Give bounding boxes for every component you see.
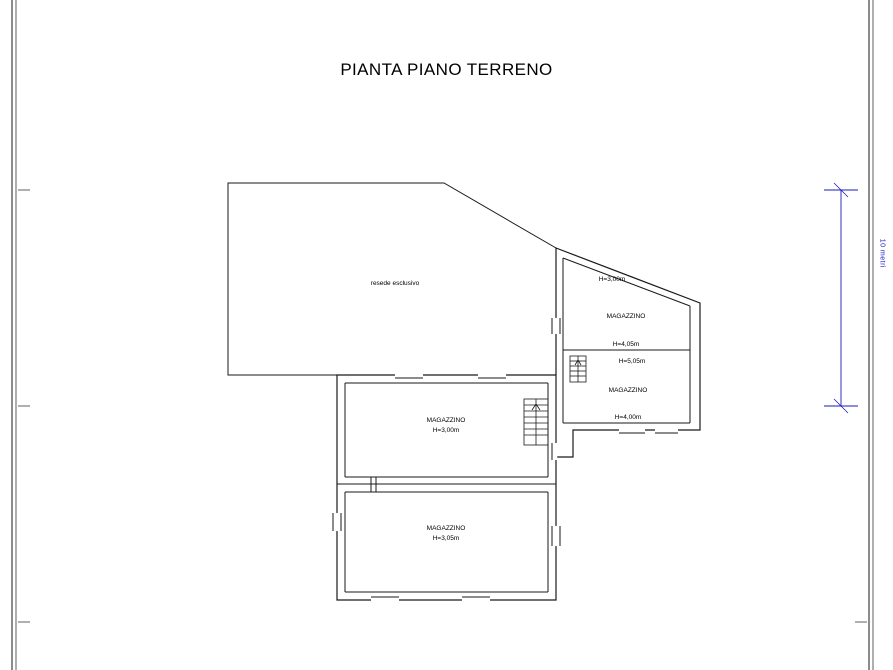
room-label-south: MAGAZZINO xyxy=(426,525,466,532)
height-label-south: H=3,05m xyxy=(432,535,460,542)
page-title: PIANTA PIANO TERRENO xyxy=(340,60,553,79)
courtyard-label: resede esclusivo xyxy=(370,280,420,287)
scale-bar-label: 10 metri xyxy=(878,238,885,268)
height-label-ne-2: H=4,05m xyxy=(612,341,640,348)
room-label-e: MAGAZZINO xyxy=(608,387,648,394)
scale-bar xyxy=(824,183,858,413)
height-label-e-1: H=5,05m xyxy=(618,358,646,365)
height-label-e-2: H=4,00m xyxy=(614,414,642,421)
height-label-ne-1: H=3,00m xyxy=(598,276,626,283)
courtyard-outline xyxy=(228,183,556,375)
room-label-ne: MAGAZZINO xyxy=(606,313,646,320)
height-label-center: H=3,00m xyxy=(432,427,460,434)
room-label-center: MAGAZZINO xyxy=(426,417,466,424)
